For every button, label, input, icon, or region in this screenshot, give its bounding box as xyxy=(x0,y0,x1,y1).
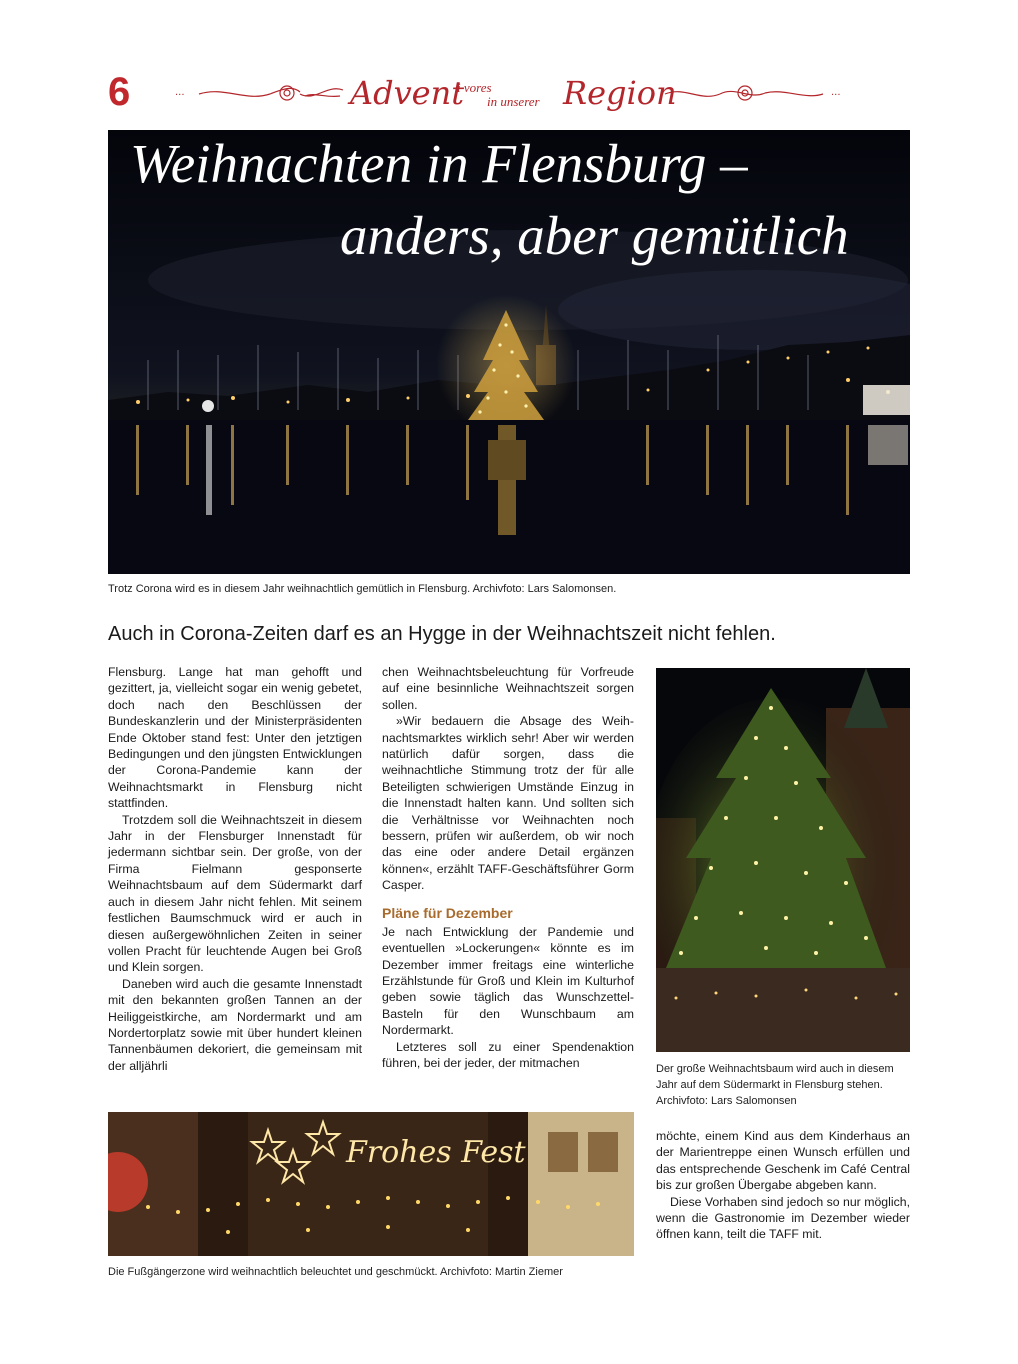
page-number: 6 xyxy=(108,70,131,114)
article-subheadline: Auch in Corona-Zeiten darf es an Hygge in der Weihnachtszeit nicht fehlen. xyxy=(108,623,776,645)
paragraph: möchte, einem Kind aus dem Kinderhaus an der Marientreppe einen Wunsch erfüllen und das entsprechende Geschenk im Café Central bis zur großen Übergabe abgeben kann. xyxy=(656,1129,910,1193)
paragraph: Flensburg. Lange hat man gehofft und gezittert, ja, vielleicht sogar ein wenig gebetet, doch nach den Beschlüssen der Bundeskanzlerin und der Ministerpräsidenten Ende Oktober stand fest: Unter den jetztigen Bedingungen und den jüngsten Entwicklungen der Corona-Pandemie kann der Weihnachtsmarkt in Flensburg nicht stattfinden. xyxy=(108,665,362,811)
christmas-tree-illustration xyxy=(656,668,910,1052)
hero-photo-caption: Trotz Corona wird es in diesem Jahr weihnachtlich gemütlich in Flensburg. Archivfoto: Lars Salomonsen. xyxy=(108,583,617,595)
hero-photo-illustration xyxy=(108,130,910,574)
paragraph: Daneben wird auch die gesamte Innenstadt mit den bekannten großen Tannen an der Heiliggeistkirche, am Nordermarkt und am Nordertorplatz sowie mit über hundert kleinen Tannenbäumen dekoriert, die gemeinsam mit der alljährli xyxy=(108,976,362,1073)
tree-photo-caption: Der große Weihnachtsbaum wird auch in diesem Jahr auf dem Südermarkt in Flensburg stehen. Archivfoto: Lars Salomonsen xyxy=(656,1063,894,1107)
street-photo-caption: Die Fußgängerzone wird weihnachtlich beleuchtet und geschmückt. Archivfoto: Martin Ziemer xyxy=(108,1266,563,1278)
paragraph: Trotzdem soll die Weihnachtszeit in diesem Jahr in der Flensburger Innenstadt für jedermann sichtbar sein. Der große, von der Firma Fielmann gesponserte Weihnachtsbaum auf dem Südermarkt darf auch in diesem Jahr nicht fehlen. Mit seinem festlichen Baumschmuck wird er auch in diesen außergewöhnlichen Zeiten in seiner vollen Pracht für leuchtende Augen bei Groß und Klein sorgen. xyxy=(108,812,362,975)
section-heading: Pläne für Dezember xyxy=(382,904,513,921)
pedestrian-zone-photo xyxy=(108,1112,634,1256)
paragraph: Letzteres soll zu einer Spendenaktion führen, bei der jeder, der mitmachen xyxy=(382,1039,634,1070)
paragraph: chen Weihnachtsbeleuchtung für Vorfreude auf eine besinnliche Weihnachtszeit sorgen sollen. xyxy=(382,665,634,712)
frohes-fest-sign: Frohes Fest xyxy=(346,1135,526,1170)
hero-title-line-1: Weihnachten in Flensburg – xyxy=(130,133,748,194)
hero-photo-harbour-night xyxy=(108,130,910,574)
article-column-2 xyxy=(382,664,634,1071)
header-small-german: in unserer xyxy=(487,94,540,109)
header-small-danish: i vores xyxy=(457,80,492,95)
header-title-region: Region xyxy=(563,74,677,112)
svg-text:···: ··· xyxy=(831,90,841,101)
paragraph: Diese Vorhaben sind jedoch so nur möglich, wenn die Gastronomie im Dezember wieder öffnen kann, teilt die TAFF mit. xyxy=(656,1194,910,1242)
header-title-advent: Advent xyxy=(350,74,465,112)
article-column-1 xyxy=(108,664,362,1074)
paragraph: »Wir bedauern die Absage des Weihnachtsmarktes wirklich sehr! Aber wir werden natürlich dafür sorgen, dass die weihnachtliche Stimmung trotz der für alle Beteiligten schwierigen Umstände Einzug in die Innenstadt halten kann. Und sollten sich die Verhältnisse vor Weihnachten noch bessern, prüfen wir außerdem, ob wir noch das eine oder andere Detail ergänzen können«, erzählt TAFF-Geschäftsführer Gorm Casper. xyxy=(382,714,634,893)
svg-text:···: ··· xyxy=(175,90,185,101)
pedestrian-zone-illustration xyxy=(108,1112,634,1256)
hero-title-line-2: anders, aber gemütlich xyxy=(340,205,849,266)
christmas-tree-photo xyxy=(656,668,910,1052)
paragraph: Je nach Entwicklung der Pandemie und eventuellen »Lockerungen« könnte es im Dezember immer freitags eine winterliche Erzählstunde für Groß und Klein im Kulturhof geben sowie täglich das Wunschzettel-Basteln für den Wunschbaum am Nordermarkt. xyxy=(382,924,634,1038)
article-column-3 xyxy=(656,1128,910,1243)
